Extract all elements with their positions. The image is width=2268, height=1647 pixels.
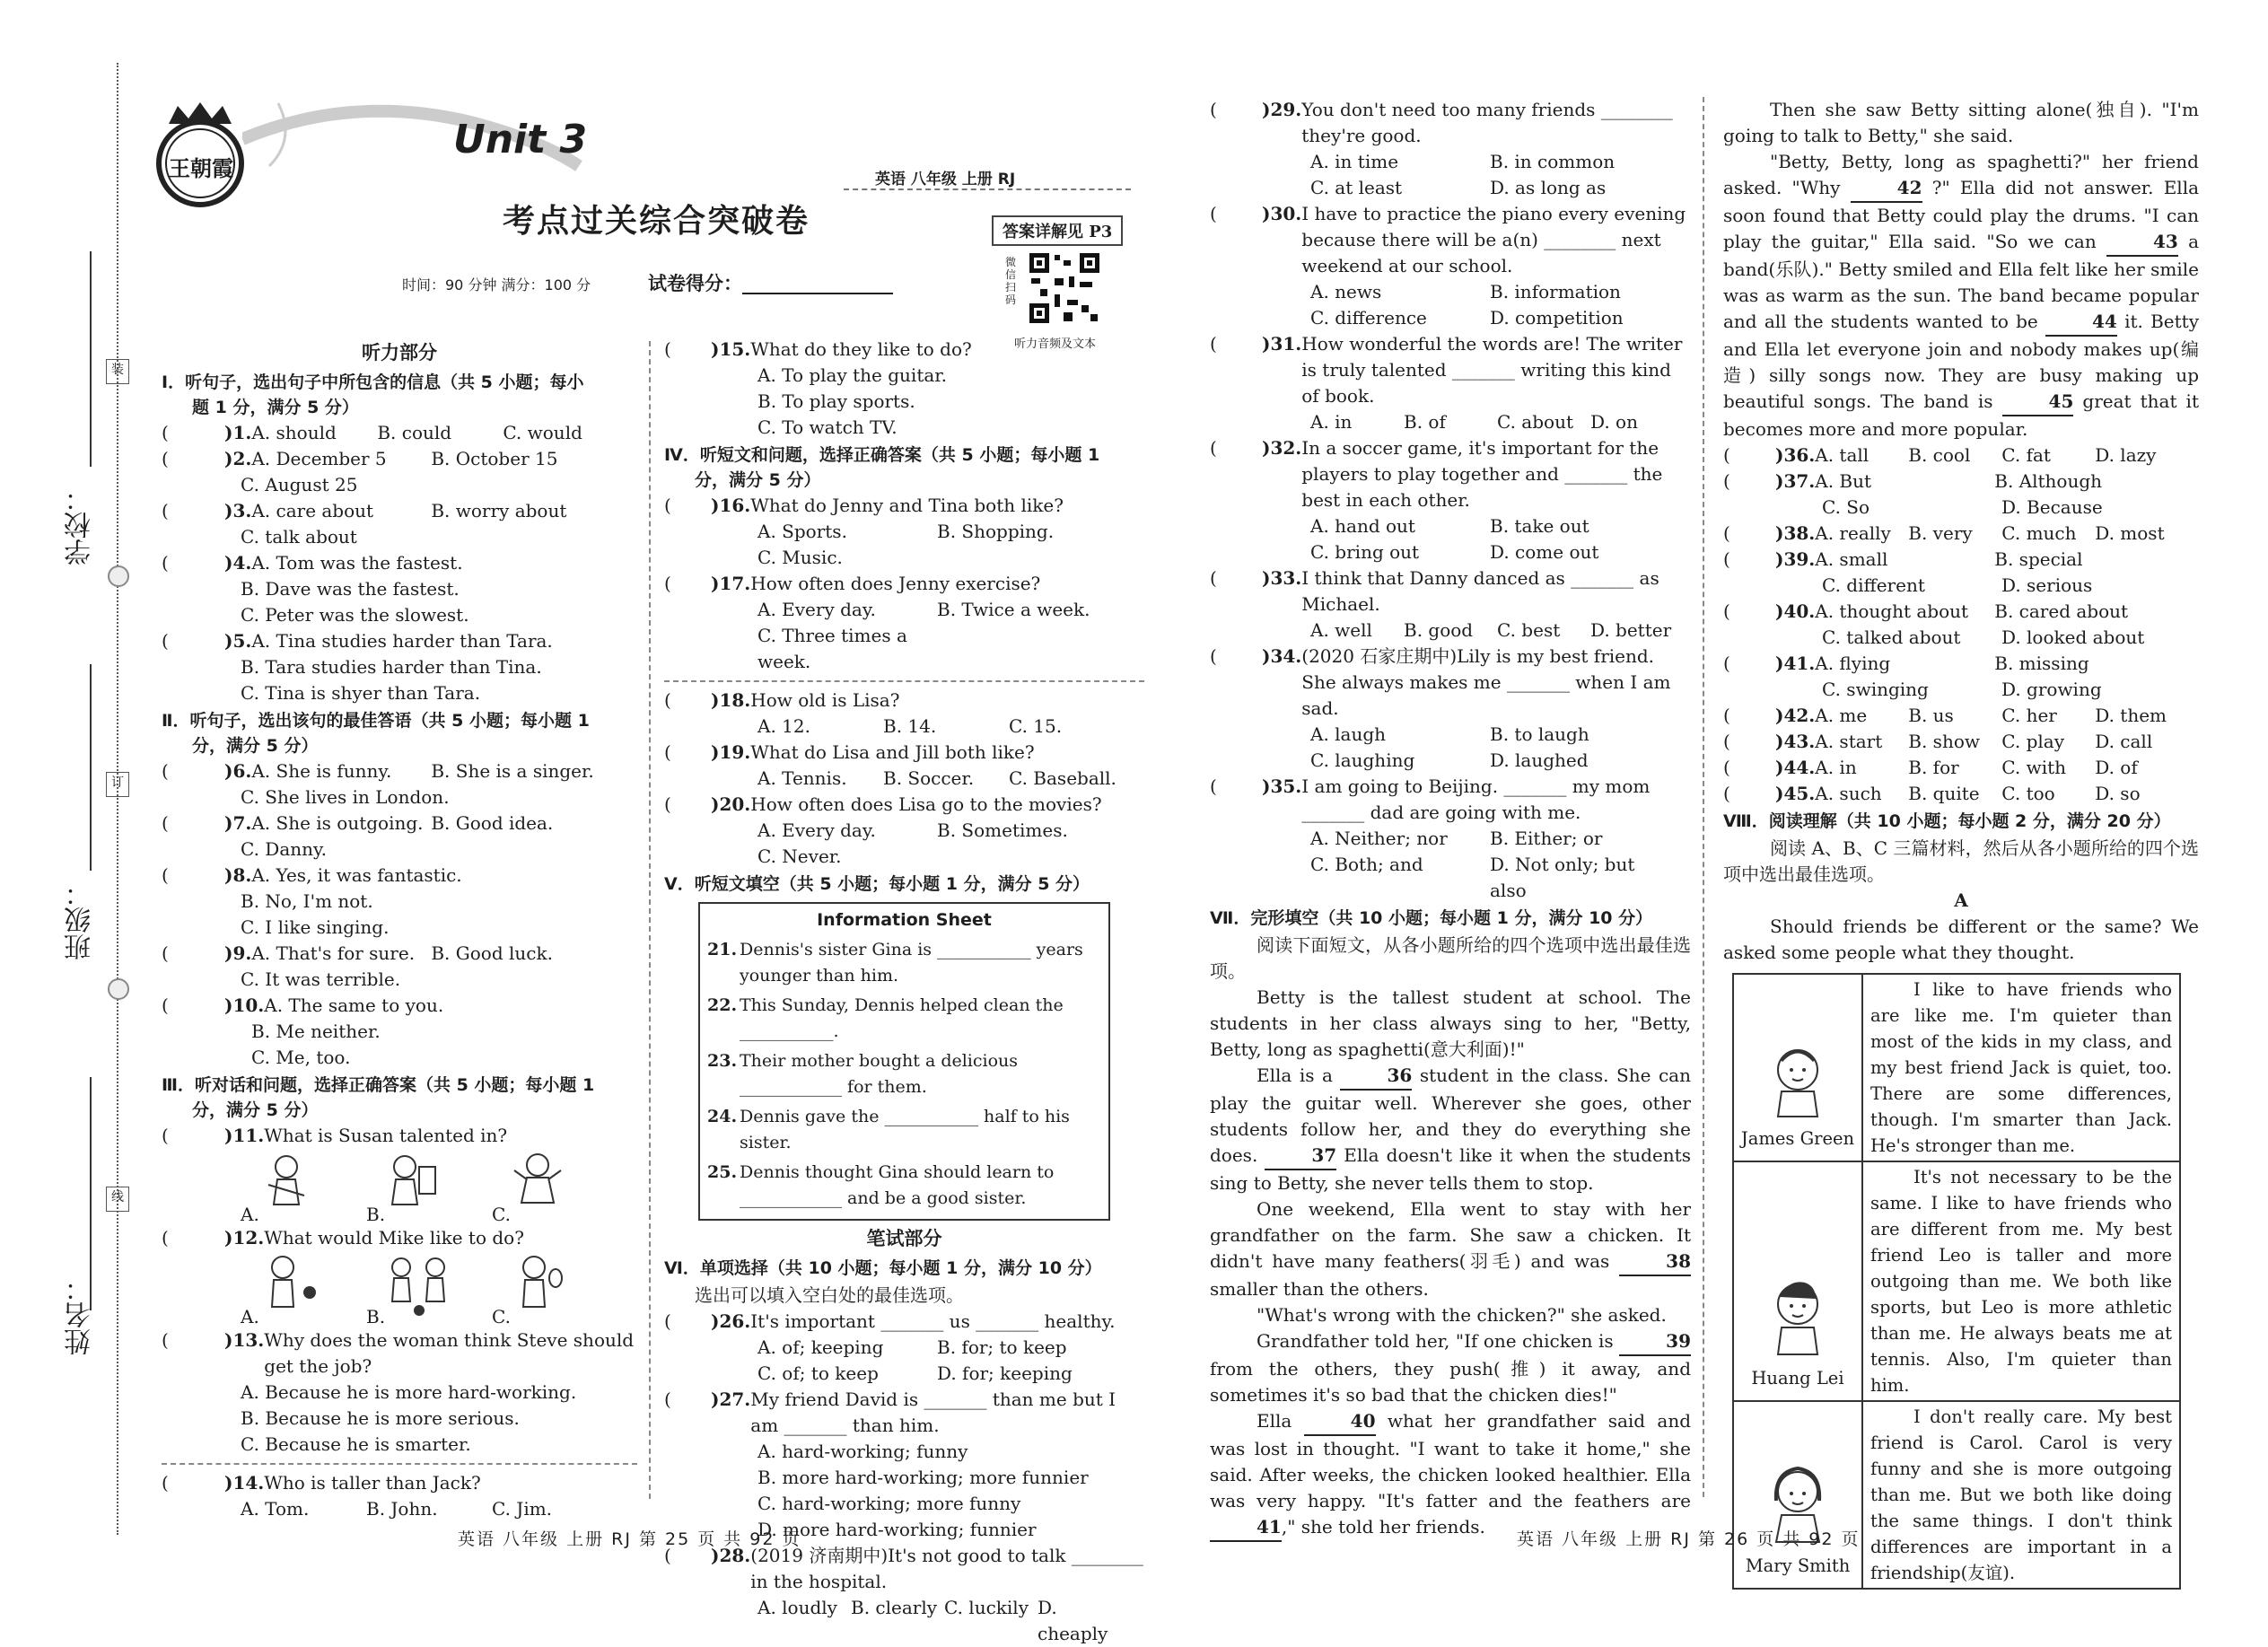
person-name: Mary Smith xyxy=(1745,1555,1851,1576)
cloze-paragraph-2: Ella is a 36 student in the class. She can play the guitar well. Wherever she goes, other students follow her, and they do everything she does. 37 Ella doesn't like it when the students sing to Betty, she never tells them to stop. xyxy=(1210,1064,1691,1194)
cloze-paragraph-3: One weekend, Ella went to stay with her grandfather on the farm. She saw a chicken. It didn't have many feathers(羽毛) and was 38 smaller than the others. xyxy=(1210,1198,1691,1300)
cloze-paragraph-8: "Betty, Betty, long as spaghetti?" her friend asked. "Why 42 ?" Ella did not answer. Ella soon found that Betty could play the drums. "I can play the guitar," Ella said. "So we can 43 a band(乐队)." Betty smiled and Ella felt like her smile was as warm as the sun. The band became popular and all the students wanted to be 44 it. Betty and Ella let everyone join and nobody makes up(编造) silly songs now. They are busy making up beautiful songs. The band is 45 great that it becomes more and more popular. xyxy=(1723,151,2200,440)
cloze-paragraph-4: "What's wrong with the chicken?" she asked. xyxy=(1257,1304,1667,1326)
info-row-25: 25. Dennis thought Gina should learn to ____________ and be a good sister. xyxy=(707,1162,1055,1208)
answer-blank[interactable]: ( xyxy=(162,1125,209,1146)
question-30: ( )30. I have to practice the piano every evening because there will be a(n) ________ next weekend at our school. xyxy=(1210,201,1691,279)
exam-time: 时间：90 分钟 满分：100 分 xyxy=(402,276,591,293)
school-line xyxy=(90,251,92,467)
question-45: ( )45. A. such B. quite C. too D. so xyxy=(1723,781,2199,807)
question-20: ( )20. How often does Lisa go to the movies? xyxy=(664,792,1144,818)
section-4-title: Ⅳ．听短文和问题，选择正确答案（共 5 小题；每小题 1 xyxy=(664,445,1100,465)
column-4: Then she saw Betty sitting alone(独自). "I'm going to talk to Betty," she said. "Betty, Betty, long as spaghetti?" her friend asked. "Why 42 ?" Ella did not answer. Ella soon found that Betty could play the drums. "I can play the guitar," Ella said. "So we can 43 a band(乐队)." Betty smiled and Ella felt like her smile was as warm as the sun. The band became popular and all the students wanted to be 44 it. Betty and Ella let everyone join and nobody makes up(编造) silly songs now. They are busy making up beautiful songs. The band is 45 great that it becomes more and more popular. ( )36. A. tall B. cool C. fat D. lazy ( )37. A. But B. Although C. So D. Because ( )38. A. really B. very C. much D. most ( )39. A. small B. special C. different D. serious ( )40. A. thought about B. cared about C. talked about D. looked about ( )41. A. flying B. missing C. swinging D. growing ( )42. A. me B. us C. her D. them ( )43. A. start B. show C. play D. call ( )44. A. in B. for C. with D. of ( )45. A. such B. quite C. too D. so Ⅷ．阅读理解（共 10 小题；每小题 2 分，满分 20 分） 阅读 A、B、C 三篇材料，然后从各小题所给的四个选项中选出最佳选项。 A Should friends be different or the same? We asked some people what they thought. James Green I like to have friends who are like me. I'm quieter than most of the kids in my class, and my best friend Jack is quiet, too. There are some differences, though. I'm smarter than Jack. He's stronger than me. Huang Lei It's not necessary to be the same. I like to have friends who are different from me. My best friend Leo is taller and more outgoing than me. We both like sports, but Leo is more athletic than me. He always beats me at tennis. Also, I'm quieter than him. Mary Smith I don't really care. My best friend is Carol. Carol is very funny and she is more outgoing than me. But we both like doing the same things. I don't think differences are important in a friendship(友谊). xyxy=(1723,97,2199,1590)
information-sheet xyxy=(698,902,1110,1221)
answer-blank[interactable]: ( xyxy=(664,689,700,711)
blank-39[interactable]: 39 xyxy=(1619,1328,1691,1356)
painting-girl-icon xyxy=(385,1149,439,1221)
person-cell xyxy=(1733,1401,1862,1589)
class-line xyxy=(90,664,92,871)
blank-42[interactable]: 42 xyxy=(1851,175,1922,203)
answer-blank[interactable]: ( xyxy=(1723,705,1759,726)
answer-blank[interactable]: ( xyxy=(162,864,209,886)
violin-girl-icon xyxy=(259,1149,313,1221)
column-2: ( )15. What do they like to do? A. To play the guitar. B. To play sports. C. To watch TV. Ⅳ．听短文和问题，选择正确答案（共 5 小题；每小题 1 分，满分 5 分） ( )16. What do Jenny and Tina both like? A. Sports. B. Shopping. C. Music. ( )17. How often does Jenny exercise? A. Every day. B. Twice a week. C. Three times a week. ( )18. How old is Lisa? A. 12. B. 14. C. 15. ( )19. What do Lisa and Jill both like? A. Tennis. B. Soccer. C. Baseball. ( )20. How often does Lisa go to the movies? A. Every day. B. Sometimes. C. Never. Ⅴ．听短文填空（共 5 小题；每小题 1 分，满分 5 分） Information Sheet 21. Dennis's sister Gina is ___________ years younger than him. 22. This Sunday, Dennis helped clean the ___________. 23. Their mother bought a delicious ____________ for them. 24. Dennis gave the ___________ half to his sister. 25. Dennis thought Gina should learn to ____________ and be a good sister. 笔试部分 Ⅵ．单项选择（共 10 小题；每小题 1 分，满分 10 分） 选出可以填入空白处的最佳选项。 ( )26. It's important _______ us _______ healthy. A. of; keeping B. for; to keep C. of; to keep D. for; keeping ( )27. My friend David is _______ than me but I am _______ than him. A. hard-working; funny B. more hard-working; more funnier C. hard-working; more funny D. more hard-working; funnier ( )28. (2019 济南期中)It's not good to talk ________ in the hospital. A. loudly B. clearly C. luckily D. cheaply xyxy=(664,338,1143,1644)
footer-page-25: 英语 八年级 上册 RJ 第 25 页 共 92 页 xyxy=(458,1529,801,1549)
opinion-text: I like to have friends who are like me. I'm quieter than most of the kids in my class, and my best friend Jack is quiet, too. There are some differences, though. I'm smarter than Jack. He's stronger than me. xyxy=(1862,974,2180,1161)
qr-note-1: 微信扫码 xyxy=(1005,256,1017,306)
dancing-girl-icon xyxy=(511,1149,565,1221)
question-8: ( )8. A. Yes, it was fantastic. xyxy=(162,863,637,889)
question-36: ( )36. A. tall B. cool C. fat D. lazy xyxy=(1723,442,2199,469)
question-11: ( )11. What is Susan talented in? xyxy=(162,1123,637,1149)
answer-blank[interactable]: ( xyxy=(162,500,209,521)
question-6: ( )6. A. She is funny. B. She is a singer. xyxy=(162,758,637,784)
person-name: Huang Lei xyxy=(1751,1368,1844,1389)
blank-43[interactable]: 43 xyxy=(2106,229,2178,257)
table-row xyxy=(1733,1401,2180,1589)
school-label: 学校： xyxy=(65,485,96,565)
logo-text: 王朝霞 xyxy=(169,155,233,181)
answer-blank[interactable]: ( xyxy=(162,448,209,469)
question-4: ( )4. A. Tom was the fastest. xyxy=(162,550,637,576)
answer-blank[interactable]: ( xyxy=(162,1472,209,1494)
question-13: ( )13. Why does the woman think Steve should get the job? xyxy=(162,1327,637,1380)
boy-basketball-icon xyxy=(259,1251,322,1323)
column-3: ( )29. You don't need too many friends ________ they're good. A. in time B. in common C. at least D. as long as ( )30. I have to practice the piano every evening because there will be a(n) ________ next weekend at our school. A. news B. information C. difference D. competition ( )31. How wonderful the words are! The writer is truly talented _______ writing this kind of book. A. in B. of C. about D. on ( )32. In a soccer game, it's important for the players to play together and _______ the best in each other. A. hand out B. take out C. bring out D. come out ( )33. I think that Danny danced as _______ as Michael. A. well B. good C. best D. better ( )34. (2020 石家庄期中)Lily is my best friend. She always makes me _______ when I am sad. A. laugh B. to laugh C. laughing D. laughed ( )35. I am going to Beijing. _______ my mom _______ dad are going with me. A. Neither; nor B. Either; or C. Both; and D. Not only; but also Ⅶ．完形填空（共 10 小题；每小题 1 分，满分 10 分） 阅读下面短文，从各小题所给的四个选项中选出最佳选项。 Betty is the tallest student at school. The students in her class always sing to her, "Betty, Betty, long as spaghetti(意大利面)!" Ella is a 36 student in the class. She can play the guitar well. Wherever she goes, other students follow her, and they do everything she does. 37 Ella doesn't like it when the students sing to Betty, she never tells them to stop. One weekend, Ella went to stay with her grandfather on the farm. She saw a chicken. It didn't have many feathers(羽毛) and was 38 smaller than the others. "What's wrong with the chicken?" she asked. Grandfather told her, "If one chicken is 39 from the others, they push(推) it away, and sometimes it's so bad that the chicken dies!" Ella 40 what her grandfather said and was lost in thought. "I want to take it home," she said. After weeks, the chicken looked healthier. Ella was very happy. "It's fatter and the feathers are 41," she told her friends. xyxy=(1210,97,1691,1542)
question-17: ( )17. How often does Jenny exercise? xyxy=(664,571,1144,597)
binding-mark-1: 装 xyxy=(106,359,129,384)
binding-margin xyxy=(0,0,135,1606)
answer-blank[interactable]: ( xyxy=(1723,731,1759,752)
question-33: ( )33. I think that Danny danced as _______ as Michael. xyxy=(1210,565,1691,618)
question-43: ( )43. A. start B. show C. play D. call xyxy=(1723,729,2199,755)
binding-hole-1 xyxy=(108,565,129,587)
question-10: ( )10. A. The same to you. xyxy=(162,993,637,1019)
question-44: ( )44. A. in B. for C. with D. of xyxy=(1723,755,2199,781)
dashed-separator xyxy=(664,680,1144,682)
question-5: ( )5. A. Tina studies harder than Tara. xyxy=(162,628,637,654)
answer-blank[interactable]: ( xyxy=(162,942,209,964)
section-8-intro: 阅读 A、B、C 三篇材料，然后从各小题所给的四个选项中选出最佳选项。 xyxy=(1723,837,2199,885)
answer-blank[interactable]: ( xyxy=(664,573,700,594)
answer-blank[interactable]: ( xyxy=(162,994,209,1016)
question-7: ( )7. A. She is outgoing. B. Good idea. xyxy=(162,810,637,837)
passage-a-label: A xyxy=(1954,889,1968,911)
cloze-paragraph-1: Betty is the tallest student at school. The students in her class always sing to her, "Betty, Betty, long as spaghetti(意大利面)!" xyxy=(1210,986,1691,1060)
section-8-title: Ⅷ．阅读理解（共 10 小题；每小题 2 分，满分 20 分） xyxy=(1723,811,2171,831)
answer-blank[interactable]: ( xyxy=(1723,653,1759,674)
section-1-sub: 题 1 分，满分 5 分） xyxy=(192,398,359,417)
question-12: ( )12. What would Mike like to do? xyxy=(162,1225,637,1251)
answer-blank[interactable]: ( xyxy=(162,760,209,782)
binding-hole-2 xyxy=(108,978,129,1000)
info-row-23: 23. Their mother bought a delicious ____________ for them. xyxy=(707,1051,1019,1097)
blank-38[interactable]: 38 xyxy=(1619,1248,1691,1276)
answer-blank[interactable]: ( xyxy=(664,741,700,763)
question-38: ( )38. A. really B. very C. much D. most xyxy=(1723,521,2199,547)
question-18: ( )18. How old is Lisa? xyxy=(664,688,1144,714)
writing-title: 笔试部分 xyxy=(866,1228,942,1249)
qr-note-2: 听力音频及文本 xyxy=(1014,337,1097,351)
column-divider-2 xyxy=(1703,97,1704,1497)
listening-title: 听力部分 xyxy=(362,342,437,364)
boy-tennis-icon xyxy=(511,1251,565,1323)
question-1: ( )1. A. should B. could C. would xyxy=(162,420,637,446)
unit-title: Unit 3 xyxy=(453,117,588,162)
question-14: ( )14. Who is taller than Jack? xyxy=(162,1470,637,1496)
course-badge: 英语 八年级 上册 RJ xyxy=(875,171,1016,188)
question-41: ( )41. A. flying B. missing xyxy=(1723,651,2199,677)
footer-page-26: 英语 八年级 上册 RJ 第 26 页 共 92 页 xyxy=(1517,1529,1861,1549)
question-37: ( )37. A. But B. Although xyxy=(1723,469,2199,495)
answer-blank[interactable]: ( xyxy=(1210,775,1246,797)
info-row-22: 22. This Sunday, Dennis helped clean the ___________. xyxy=(707,995,1064,1041)
name-label: 姓名： xyxy=(65,1275,96,1355)
answer-blank[interactable]: ( xyxy=(1210,645,1246,667)
question-31: ( )31. How wonderful the words are! The writer is truly talented _______ writing this kind of book. xyxy=(1210,331,1691,409)
question-2: ( )2. A. December 5 B. October 15 xyxy=(162,446,637,472)
boys-soccer-icon xyxy=(385,1251,457,1323)
blank-37[interactable]: 37 xyxy=(1265,1143,1336,1170)
answer-blank[interactable]: ( xyxy=(664,495,700,516)
cloze-paragraph-6: Ella 40 what her grandfather said and was lost in thought. "I want to take it home," she said. After weeks, the chicken looked healthier. Ella was very happy. "It's fatter and the feathers are 41," she told her friends. xyxy=(1210,1408,1691,1542)
answer-blank[interactable]: ( xyxy=(1723,600,1759,622)
answer-blank[interactable]: ( xyxy=(664,338,700,360)
person-name: James Green xyxy=(1740,1128,1855,1149)
person-cell xyxy=(1733,1161,1862,1401)
answer-blank[interactable]: ( xyxy=(1210,203,1246,224)
answer-blank[interactable]: ( xyxy=(1210,99,1246,120)
blank-36[interactable]: 36 xyxy=(1340,1063,1412,1091)
answer-blank[interactable]: ( xyxy=(1723,470,1759,492)
answer-blank[interactable]: ( xyxy=(1723,548,1759,570)
section-3-title: Ⅲ．听对话和问题，选择正确答案（共 5 小题；每小题 1 xyxy=(162,1075,595,1095)
question-28: ( )28. (2019 济南期中)It's not good to talk ________ in the hospital. xyxy=(664,1543,1144,1595)
paper-subtitle: 考点过关综合突破卷 xyxy=(503,202,810,240)
question-15: ( )15. What do they like to do? xyxy=(664,337,1144,363)
section-3-sub: 分，满分 5 分） xyxy=(192,1100,319,1120)
question-34: ( )34. (2020 石家庄期中)Lily is my best friend. She always makes me _______ when I am sad. xyxy=(1210,644,1691,722)
answer-blank[interactable]: ( xyxy=(162,630,209,652)
brand-logo xyxy=(151,99,250,211)
question-19: ( )19. What do Lisa and Jill both like? xyxy=(664,740,1144,766)
binding-mark-3: 线 xyxy=(106,1187,129,1212)
section-1-title: Ⅰ．听句子，选出句子中所包含的信息（共 5 小题；每小 xyxy=(162,372,584,392)
section-6-title: Ⅵ．单项选择（共 10 小题；每小题 1 分，满分 10 分） xyxy=(664,1258,1102,1278)
answer-blank[interactable]: ( xyxy=(162,422,209,443)
section-5-title: Ⅴ．听短文填空（共 5 小题；每小题 1 分，满分 5 分） xyxy=(664,874,1090,894)
score-field[interactable]: 试卷得分：________________ xyxy=(648,273,893,294)
person-cell xyxy=(1733,974,1862,1161)
answer-blank[interactable]: ( xyxy=(1723,757,1759,778)
cloze-paragraph-7: Then she saw Betty sitting alone(独自). "I'm going to talk to Betty," she said. xyxy=(1723,99,2199,146)
dashed-separator xyxy=(162,1463,637,1465)
answer-blank[interactable]: ( xyxy=(162,1329,209,1351)
opinions-table xyxy=(1732,973,2181,1590)
boy-avatar-icon xyxy=(1762,1268,1834,1358)
cloze-paragraph-5: Grandfather told her, "If one chicken is 39 from the others, they push(推) it away, and sometimes it's so bad that the chicken dies!" xyxy=(1210,1330,1691,1406)
answer-blank[interactable]: ( xyxy=(1723,522,1759,544)
question-32: ( )32. In a soccer game, it's important for the players to play together and _______ the best in each other. xyxy=(1210,435,1691,513)
section-2-title: Ⅱ．听句子，选出该句的最佳答语（共 5 小题；每小题 1 xyxy=(162,711,590,731)
binding-dotted-line xyxy=(117,63,118,1535)
binding-mark-2: 订 xyxy=(106,772,129,797)
answer-blank[interactable]: ( xyxy=(1723,783,1759,804)
answer-blank[interactable]: ( xyxy=(162,552,209,574)
answer-blank[interactable]: ( xyxy=(664,793,700,815)
column-1: 听力部分 Ⅰ．听句子，选出句子中所包含的信息（共 5 小题；每小 题 1 分，满分 5 分） ( )1. A. should B. could C. would ( )2. A. December 5 B. October 15 C. August 25 ( )3. A. care about B. worry about C. talk about ( )4. A. Tom was the fastest. B. Dave was the fastest. C. Peter was the slowest. ( )5. A. Tina studies harder than Tara. B. Tara studies harder than Tina. C. Tina is shyer than Tara. Ⅱ．听句子，选出该句的最佳答语（共 5 小题；每小题 1 分，满分 5 分） ( )6. A. She is funny. B. She is a singer. C. She lives in London. ( )7. A. She is outgoing. B. Good idea. C. Danny. ( )8. A. Yes, it was fantastic. B. No, I'm not. C. I like singing. ( )9. A. That's for sure. B. Good luck. C. It was terrible. ( )10. A. The same to you. B. Me neither. C. Me, too. Ⅲ．听对话和问题，选择正确答案（共 5 小题；每小题 1 分，满分 5 分） ( )11. What is Susan talented in? A. B. C. ( )12. What would Mike like to do? A. B. C. ( )13. Why does the woman think Steve should get the job? A. Because he is more hard-working. B. Because he is more serious. C. Because he is smarter. ( )14. Who is taller than Jack? A. Tom. B. John. C. Jim. xyxy=(162,337,637,1522)
answer-blank[interactable]: ( xyxy=(1210,567,1246,589)
blank-44[interactable]: 44 xyxy=(2045,309,2117,337)
column-divider-1 xyxy=(649,341,651,1499)
blank-41[interactable]: 41 xyxy=(1210,1514,1282,1542)
class-label: 班级： xyxy=(65,880,96,960)
question-3: ( )3. A. care about B. worry about xyxy=(162,498,637,524)
table-row xyxy=(1733,974,2180,1161)
question-35: ( )35. I am going to Beijing. _______ my mom _______ dad are going with me. xyxy=(1210,774,1691,826)
question-39: ( )39. A. small B. special xyxy=(1723,547,2199,573)
question-40: ( )40. A. thought about B. cared about xyxy=(1723,599,2199,625)
section-7-sub: 阅读下面短文，从各小题所给的四个选项中选出最佳选项。 xyxy=(1210,934,1691,982)
answer-blank[interactable]: ( xyxy=(1210,333,1246,355)
info-row-21: 21. Dennis's sister Gina is ___________ years younger than him. xyxy=(707,940,1083,986)
opinion-text: I don't really care. My best friend is Carol. Carol is very funny and she is more outgoing than me. But we both like doing the same things. I don't think differences are important in a friendship(友谊). xyxy=(1862,1401,2180,1589)
answer-blank[interactable]: ( xyxy=(664,1310,700,1332)
section-4-sub: 分，满分 5 分） xyxy=(695,470,821,490)
section-2-sub: 分，满分 5 分） xyxy=(192,736,319,756)
question-27: ( )27. My friend David is _______ than me but I am _______ than him. xyxy=(664,1387,1144,1439)
question-29: ( )29. You don't need too many friends ________ they're good. xyxy=(1210,97,1691,149)
question-26: ( )26. It's important _______ us _______ healthy. xyxy=(664,1309,1144,1335)
question-9: ( )9. A. That's for sure. B. Good luck. xyxy=(162,941,637,967)
answer-blank[interactable]: ( xyxy=(664,1389,700,1410)
blank-45[interactable]: 45 xyxy=(2002,389,2074,416)
answer-blank[interactable]: ( xyxy=(1723,444,1759,466)
opinion-text: It's not necessary to be the same. I like to have friends who are different from me. My best friend Leo is taller and more outgoing than me. We both like sports, but Leo is more athletic than me. He always beats me at tennis. Also, I'm quieter than him. xyxy=(1862,1161,2180,1401)
answer-blank[interactable]: ( xyxy=(664,1545,700,1566)
question-16: ( )16. What do Jenny and Tina both like? xyxy=(664,493,1144,519)
qr-code xyxy=(1028,251,1101,325)
answer-reference: 答案详解见 P3 xyxy=(992,215,1123,246)
section-6-sub: 选出可以填入空白处的最佳选项。 xyxy=(695,1284,964,1306)
question-42: ( )42. A. me B. us C. her D. them xyxy=(1723,703,2199,729)
answer-blank[interactable]: ( xyxy=(1210,437,1246,459)
passage-a-lead: Should friends be different or the same? We asked some people what they thought. xyxy=(1723,915,2199,963)
section-7-title: Ⅶ．完形填空（共 10 小题；每小题 1 分，满分 10 分） xyxy=(1210,908,1653,928)
answer-blank[interactable]: ( xyxy=(162,1227,209,1248)
information-sheet-title: Information Sheet xyxy=(817,910,992,930)
table-row xyxy=(1733,1161,2180,1401)
header-dashed-line xyxy=(844,188,1131,190)
boy-avatar-icon xyxy=(1762,1038,1834,1118)
blank-40[interactable]: 40 xyxy=(1304,1408,1376,1436)
info-row-24: 24. Dennis gave the ___________ half to his sister. xyxy=(707,1107,1070,1152)
qr-code-icon xyxy=(1028,251,1101,325)
answer-blank[interactable]: ( xyxy=(162,812,209,834)
